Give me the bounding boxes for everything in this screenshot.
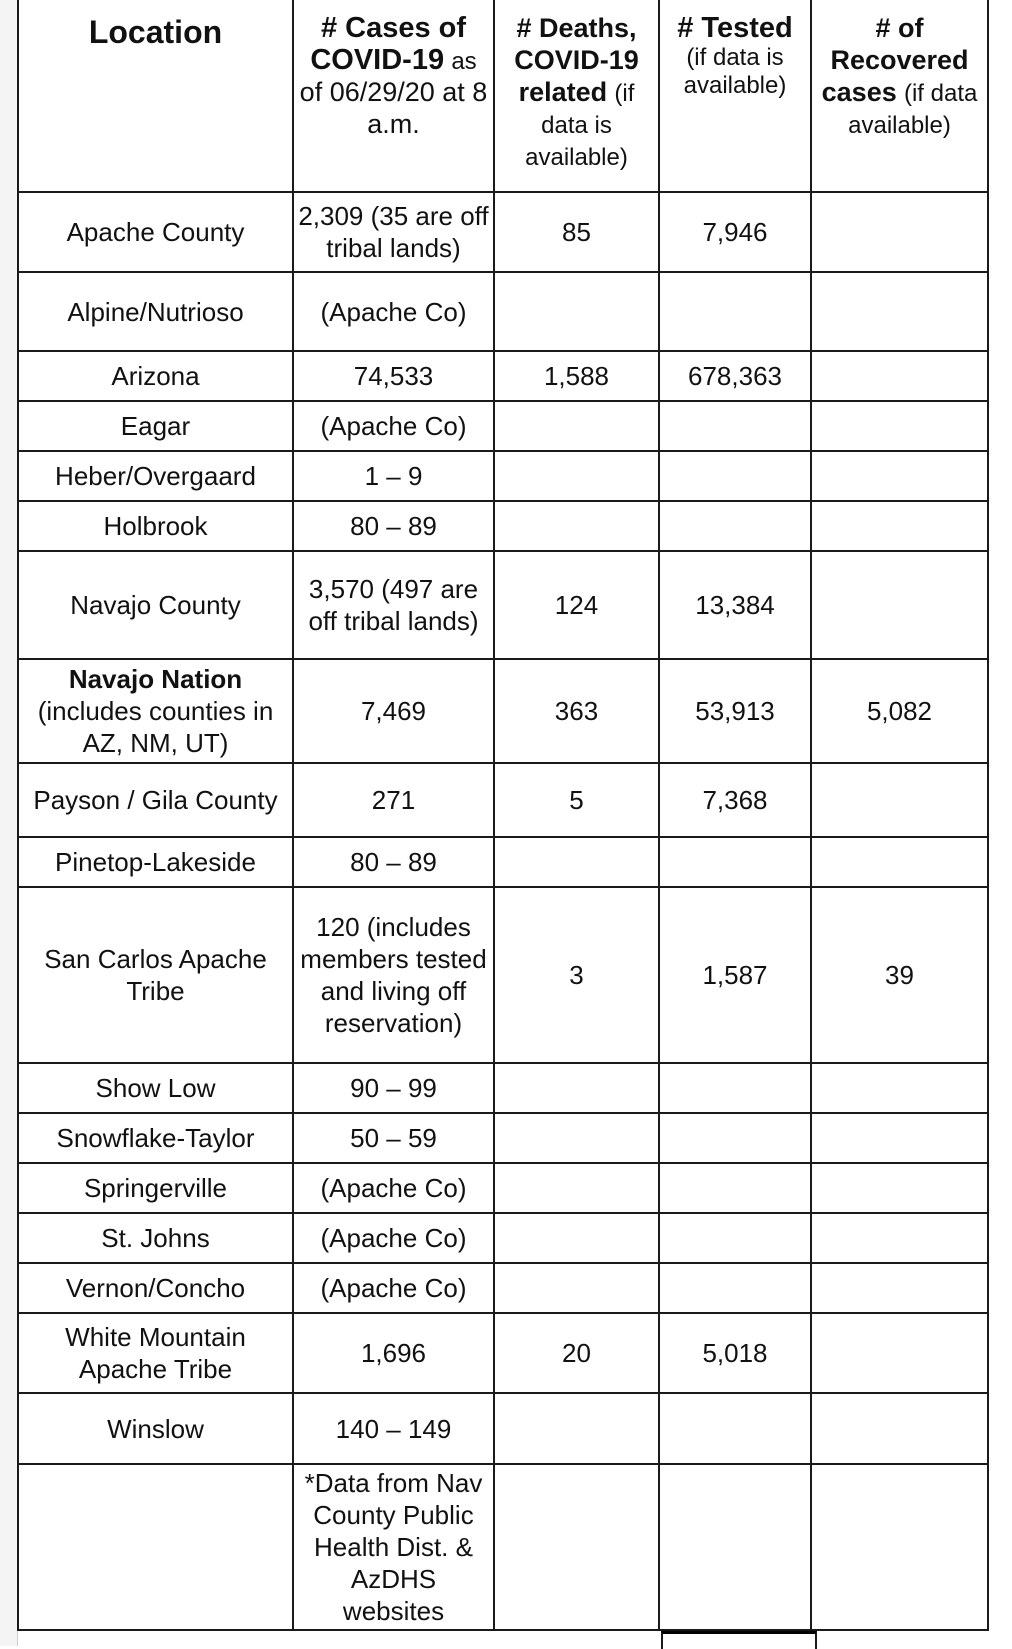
recovered-cell: 5,082 xyxy=(811,659,988,763)
table-row xyxy=(18,1113,988,1163)
recovered-cell xyxy=(811,763,988,837)
location-note: (includes counties in AZ, NM, UT) xyxy=(37,696,274,758)
table-row xyxy=(18,351,988,401)
cases-cell: 140 – 149 xyxy=(293,1393,494,1464)
cases-cell: 271 xyxy=(293,763,494,837)
recovered-cell: 39 xyxy=(811,887,988,1063)
table-row xyxy=(18,272,988,351)
recovered-cell xyxy=(811,1393,988,1464)
table-row xyxy=(18,401,988,451)
table-row xyxy=(18,763,988,837)
cases-cell: 7,469 xyxy=(293,659,494,763)
location-cell: Apache County xyxy=(18,192,293,272)
location-cell: Payson / Gila County xyxy=(18,763,293,837)
header-tested-note: (if data is available) xyxy=(683,44,787,99)
tested-cell: 7,946 xyxy=(659,192,811,272)
tested-cell: 7,368 xyxy=(659,763,811,837)
header-recovered-label: # of Recovered xyxy=(830,13,969,75)
tested-cell: 678,363 xyxy=(659,351,811,401)
header-recovered-note: (if data available) xyxy=(848,80,978,139)
location-cell: White Mountain Apache Tribe xyxy=(18,1313,293,1393)
cases-cell: (Apache Co) xyxy=(293,1163,494,1213)
recovered-cell xyxy=(811,1263,988,1313)
table-row xyxy=(18,837,988,887)
empty-cell xyxy=(811,1464,988,1630)
location-cell: Holbrook xyxy=(18,501,293,551)
tested-cell xyxy=(659,1163,811,1213)
table-row xyxy=(18,1163,988,1213)
spreadsheet-row-gutter xyxy=(0,0,18,1646)
empty-cell xyxy=(494,1464,659,1630)
cases-cell: (Apache Co) xyxy=(293,1213,494,1263)
header-cases-date: of 06/29/20 at 8 a.m. xyxy=(299,77,488,139)
tested-cell xyxy=(659,501,811,551)
deaths-cell xyxy=(494,272,659,351)
cases-cell: 120 (includes members tested and living off reservation) xyxy=(293,887,494,1063)
deaths-cell: 124 xyxy=(494,551,659,659)
recovered-cell xyxy=(811,1113,988,1163)
table-row xyxy=(18,887,988,1063)
covid-cases-table xyxy=(17,0,989,1631)
deaths-cell xyxy=(494,1263,659,1313)
deaths-cell xyxy=(494,1393,659,1464)
table-row xyxy=(18,659,988,763)
deaths-cell xyxy=(494,501,659,551)
header-location-label: Location xyxy=(88,14,223,50)
deaths-cell: 3 xyxy=(494,887,659,1063)
tested-cell xyxy=(659,1113,811,1163)
deaths-cell xyxy=(494,451,659,501)
recovered-cell xyxy=(811,837,988,887)
recovered-cell xyxy=(811,551,988,659)
location-cell: Arizona xyxy=(18,351,293,401)
recovered-cell xyxy=(811,351,988,401)
location-name: Navajo Nation xyxy=(68,664,243,694)
deaths-cell xyxy=(494,1063,659,1113)
header-deaths-note: (if data is available) xyxy=(525,80,635,171)
cases-cell: 1,696 xyxy=(293,1313,494,1393)
location-cell: Winslow xyxy=(18,1393,293,1464)
recovered-cell xyxy=(811,192,988,272)
footnote-row xyxy=(18,1464,988,1630)
deaths-cell xyxy=(494,1113,659,1163)
header-deaths-label: # Deaths, COVID-19 related xyxy=(514,13,639,107)
tested-cell xyxy=(659,451,811,501)
footnote-cell: *Data from Nav County Public Health Dist. & AzDHS websites xyxy=(293,1464,494,1630)
table-row xyxy=(18,1313,988,1393)
location-cell: St. Johns xyxy=(18,1213,293,1263)
recovered-cell xyxy=(811,401,988,451)
header-recovered xyxy=(811,0,988,192)
selected-cell-edge xyxy=(661,1631,817,1649)
header-tested-label: # Tested xyxy=(677,12,793,44)
empty-cell xyxy=(18,1464,293,1630)
table-row xyxy=(18,1063,988,1113)
cases-cell: 74,533 xyxy=(293,351,494,401)
location-cell: Heber/Overgaard xyxy=(18,451,293,501)
table-row xyxy=(18,501,988,551)
tested-cell: 1,587 xyxy=(659,887,811,1063)
recovered-cell xyxy=(811,451,988,501)
deaths-cell xyxy=(494,837,659,887)
cases-cell: 2,309 (35 are off tribal lands) xyxy=(293,192,494,272)
table-row xyxy=(18,551,988,659)
cases-cell: 50 – 59 xyxy=(293,1113,494,1163)
deaths-cell: 85 xyxy=(494,192,659,272)
deaths-cell xyxy=(494,401,659,451)
tested-cell xyxy=(659,401,811,451)
table-row xyxy=(18,451,988,501)
location-cell xyxy=(18,659,293,763)
recovered-cell xyxy=(811,1213,988,1263)
location-cell: Vernon/Concho xyxy=(18,1263,293,1313)
deaths-cell: 20 xyxy=(494,1313,659,1393)
cases-cell: 80 – 89 xyxy=(293,837,494,887)
tested-cell xyxy=(659,837,811,887)
header-location xyxy=(18,0,293,192)
header-cases-as: as xyxy=(451,48,477,75)
header-recovered-cases: cases xyxy=(821,77,897,107)
empty-cell xyxy=(659,1464,811,1630)
cases-cell: (Apache Co) xyxy=(293,1263,494,1313)
location-cell: Navajo County xyxy=(18,551,293,659)
header-deaths xyxy=(494,0,659,192)
tested-cell xyxy=(659,1393,811,1464)
tested-cell xyxy=(659,1213,811,1263)
location-cell: Eagar xyxy=(18,401,293,451)
cases-cell: 90 – 99 xyxy=(293,1063,494,1113)
deaths-cell: 5 xyxy=(494,763,659,837)
tested-cell: 13,384 xyxy=(659,551,811,659)
cases-cell: (Apache Co) xyxy=(293,272,494,351)
table-row xyxy=(18,192,988,272)
cases-cell: 1 – 9 xyxy=(293,451,494,501)
table-row xyxy=(18,1393,988,1464)
recovered-cell xyxy=(811,272,988,351)
deaths-cell: 1,588 xyxy=(494,351,659,401)
recovered-cell xyxy=(811,1063,988,1113)
cases-cell: 3,570 (497 are off tribal lands) xyxy=(293,551,494,659)
cases-cell: (Apache Co) xyxy=(293,401,494,451)
header-row xyxy=(18,0,988,192)
location-cell: Snowflake-Taylor xyxy=(18,1113,293,1163)
deaths-cell: 363 xyxy=(494,659,659,763)
recovered-cell xyxy=(811,1313,988,1393)
location-cell: San Carlos Apache Tribe xyxy=(18,887,293,1063)
location-cell: Show Low xyxy=(18,1063,293,1113)
recovered-cell xyxy=(811,1163,988,1213)
tested-cell xyxy=(659,1263,811,1313)
tested-cell xyxy=(659,272,811,351)
location-cell: Pinetop-Lakeside xyxy=(18,837,293,887)
table-row xyxy=(18,1213,988,1263)
deaths-cell xyxy=(494,1163,659,1213)
recovered-cell xyxy=(811,501,988,551)
tested-cell xyxy=(659,1063,811,1113)
header-cases xyxy=(293,0,494,192)
cases-cell: 80 – 89 xyxy=(293,501,494,551)
tested-cell: 53,913 xyxy=(659,659,811,763)
location-cell: Alpine/Nutrioso xyxy=(18,272,293,351)
header-cases-label: # Cases of COVID-19 xyxy=(310,12,467,76)
table-row xyxy=(18,1263,988,1313)
location-cell: Springerville xyxy=(18,1163,293,1213)
tested-cell: 5,018 xyxy=(659,1313,811,1393)
header-tested xyxy=(659,0,811,192)
deaths-cell xyxy=(494,1213,659,1263)
